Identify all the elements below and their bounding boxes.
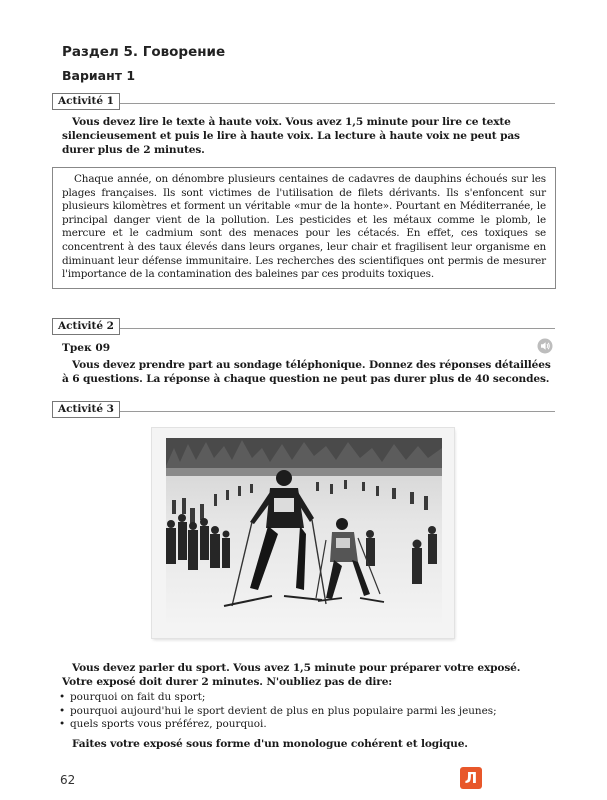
talking-point: • pourquoi aujourd'hui le sport devient de plus en plus populaire parmi les jeunes; (59, 704, 497, 717)
talking-points-list (58, 691, 558, 732)
section-title: Раздел 5. Говорение (62, 44, 226, 60)
variant-title: Вариант 1 (62, 68, 136, 83)
publisher-logo[interactable]: Л (460, 767, 482, 789)
reading-text: Chaque année, on dénombre plusieurs centaines de cadavres de dauphins échoués sur les plages françaises. Ils sont victimes de l'utilisation de filets dérivants. Ils s'enfoncent sur plusieurs kilomètres et forment un véritable «mur de la honte». Pourtant en Méditerranée, le principal danger vient de la pollution. Les pesticides et les métaux comme le plomb, le mercure et le cadmium sont des menaces pour les cétacés. En effet, ces toxiques se concentrent à des taux élevés dans leurs organes, leur chair et fragilisent leur organisme en diminuant leur défense immunitaire. Les recherches des scientifiques ont permis de mesurer l'importance de la contamination des baleines par ces produits toxiques. (52, 167, 556, 289)
activity-3-label: Activité 3 (52, 401, 120, 418)
photo-frame (152, 428, 454, 638)
activity-1-instruction: Vous devez lire le texte à haute voix. Vous avez 1,5 minute pour lire ce texte silencieusement et puis le lire à haute voix. La lecture à haute voix ne peut pas durer plus de 2 minutes. (62, 116, 520, 156)
activity-1-label: Activité 1 (52, 93, 120, 110)
activity-2-rule (52, 328, 555, 329)
speaker-icon[interactable] (537, 338, 553, 354)
activity-3-rule (52, 411, 555, 412)
talking-point: • pourquoi on fait du sport; (59, 691, 206, 703)
track-label: Трек 09 (62, 342, 111, 354)
activity-2-label: Activité 2 (52, 318, 120, 335)
activity-1-rule (52, 103, 555, 104)
activity-3-instruction: Vous devez parler du sport. Vous avez 1,5 minute pour préparer votre exposé. Votre exposé doit durer 2 minutes. N'oubliez pas de dire: (62, 662, 521, 688)
activity-3-closing: Faites votre exposé sous forme d'un monologue cohérent et logique. (72, 738, 468, 750)
talking-point: • quels sports vous préférez, pourquoi. (59, 718, 267, 731)
page-number: 62 (60, 773, 76, 787)
activity-2-instruction: Vous devez prendre part au sondage téléphonique. Donnez des réponses détaillées à 6 questions. La réponse à chaque question ne peut pas durer plus de 40 secondes. (62, 359, 551, 385)
ski-race-photo (166, 438, 442, 628)
